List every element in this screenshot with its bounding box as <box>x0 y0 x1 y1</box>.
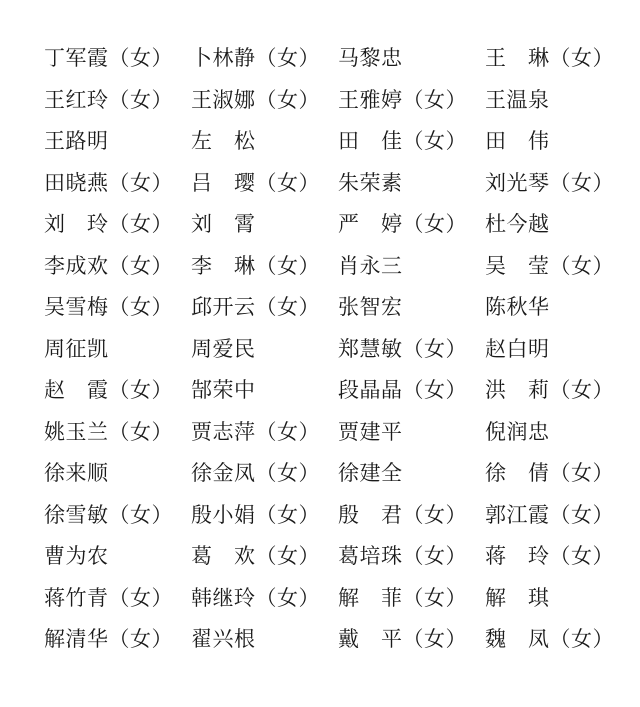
name-entry: 田晓燕（女） <box>44 170 173 195</box>
name-entry: 郑慧敏（女） <box>338 336 467 361</box>
name-entry: 郭江霞（女） <box>485 502 614 527</box>
name-entry: 翟兴根 <box>191 627 256 651</box>
name-entry: 严 婷（女） <box>338 212 467 236</box>
name-entry: 朱荣素 <box>338 170 403 195</box>
name-entry: 徐 倩（女） <box>485 461 614 485</box>
name-entry: 殷 君（女） <box>338 502 467 527</box>
name-row <box>0 536 640 578</box>
name-entry: 魏 凤（女） <box>485 627 614 651</box>
name-entry: 吕 璎（女） <box>191 170 320 195</box>
name-row <box>0 453 640 495</box>
name-row <box>0 578 640 620</box>
name-entry: 葛 欢（女） <box>191 544 320 568</box>
name-entry: 赵白明 <box>485 336 550 361</box>
name-row <box>0 412 640 454</box>
name-entry: 吴 莹（女） <box>485 253 614 278</box>
name-entry: 蒋竹青（女） <box>44 585 173 610</box>
name-entry: 田 伟 <box>485 129 550 153</box>
name-entry: 王路明 <box>44 129 109 153</box>
name-entry: 解清华（女） <box>44 627 173 651</box>
name-entry: 蒋 玲（女） <box>485 544 614 568</box>
name-entry: 曹为农 <box>44 544 109 568</box>
name-row <box>0 329 640 371</box>
name-entry: 田 佳（女） <box>338 129 467 153</box>
name-entry: 刘 玲（女） <box>44 212 173 236</box>
name-entry: 周征凯 <box>44 336 109 361</box>
name-entry: 洪 莉（女） <box>485 378 614 402</box>
name-row <box>0 38 640 80</box>
name-row <box>0 80 640 122</box>
name-entry: 陈秋华 <box>485 295 550 319</box>
name-entry: 王 琳（女） <box>485 46 614 70</box>
name-entry: 徐雪敏（女） <box>44 502 173 527</box>
name-entry: 贾志萍（女） <box>191 419 320 444</box>
name-entry: 段晶晶（女） <box>338 378 467 402</box>
name-entry: 戴 平（女） <box>338 627 467 651</box>
name-row <box>0 246 640 288</box>
name-entry: 徐建全 <box>338 461 403 485</box>
name-entry: 李成欢（女） <box>44 253 173 278</box>
name-entry: 邱开云（女） <box>191 295 320 319</box>
name-entry: 葛培珠（女） <box>338 544 467 568</box>
name-entry: 卜林静（女） <box>191 46 320 70</box>
name-entry: 王红玲（女） <box>44 87 173 112</box>
name-entry: 解 琪 <box>485 585 550 610</box>
name-entry: 马黎忠 <box>338 46 403 70</box>
name-entry: 左 松 <box>191 129 256 153</box>
name-entry: 李 琳（女） <box>191 253 320 278</box>
name-entry: 周爱民 <box>191 336 256 361</box>
name-entry: 肖永三 <box>338 253 403 278</box>
name-entry: 贾建平 <box>338 419 403 444</box>
name-entry: 徐来顺 <box>44 461 109 485</box>
name-entry: 倪润忠 <box>485 419 550 444</box>
name-row <box>0 619 640 661</box>
name-row <box>0 121 640 163</box>
name-entry: 徐金凤（女） <box>191 461 320 485</box>
name-entry: 韩继玲（女） <box>191 585 320 610</box>
name-row <box>0 287 640 329</box>
name-list <box>0 38 640 661</box>
name-entry: 郜荣中 <box>191 378 256 402</box>
name-row <box>0 495 640 537</box>
name-entry: 王温泉 <box>485 87 550 112</box>
name-entry: 杜今越 <box>485 212 550 236</box>
name-row <box>0 370 640 412</box>
name-row <box>0 163 640 205</box>
name-entry: 赵 霞（女） <box>44 378 173 402</box>
name-entry: 丁军霞（女） <box>44 46 173 70</box>
name-entry: 吴雪梅（女） <box>44 295 173 319</box>
name-entry: 姚玉兰（女） <box>44 419 173 444</box>
name-entry: 刘 霄 <box>191 212 256 236</box>
name-entry: 刘光琴（女） <box>485 170 614 195</box>
name-entry: 殷小娟（女） <box>191 502 320 527</box>
name-entry: 王雅婷（女） <box>338 87 467 112</box>
name-entry: 张智宏 <box>338 295 403 319</box>
name-row <box>0 204 640 246</box>
name-entry: 解 菲（女） <box>338 585 467 610</box>
name-entry: 王淑娜（女） <box>191 87 320 112</box>
